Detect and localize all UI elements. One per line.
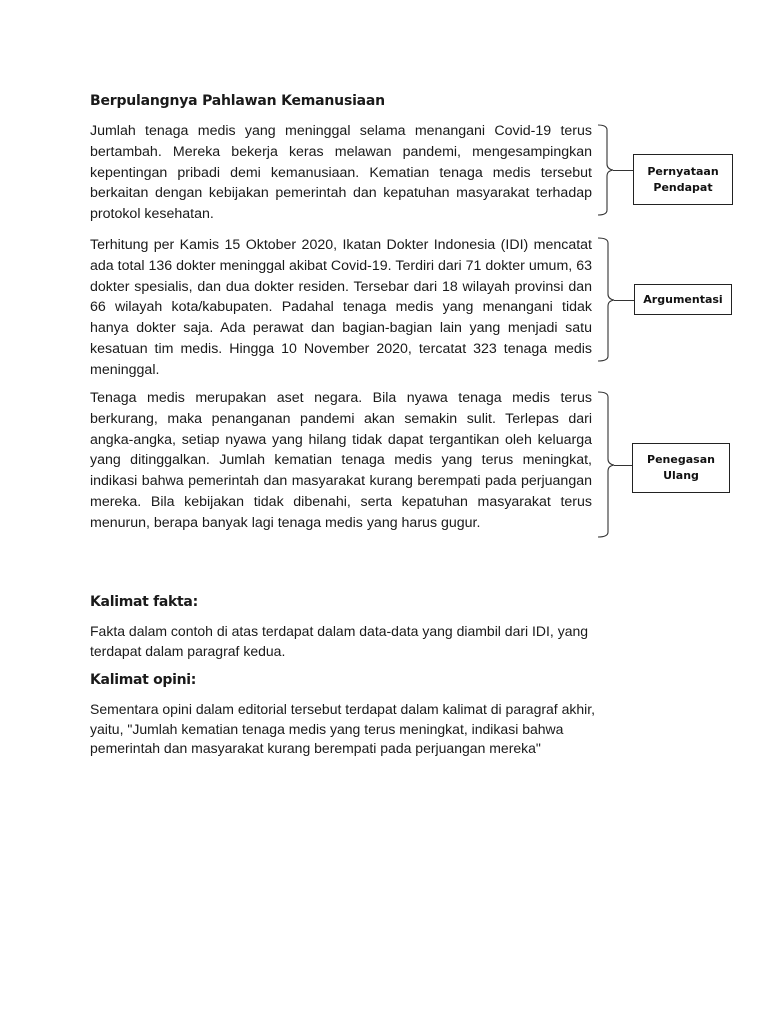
- connector-3: [614, 465, 632, 466]
- label-pernyataan-pendapat: Pernyataan Pendapat: [633, 154, 733, 205]
- paragraph-1: Jumlah tenaga medis yang meninggal selama menangani Covid-19 terus bertambah. Mereka bekerja keras melawan pandemi, mengesampingkan kepentingan pribadi demi kemanusiaan. Kematian tenaga medis tersebut berkaitan dengan kebijakan pemerintah dan kepatuhan masyarakat terhadap protokol kesehatan.: [90, 123, 592, 223]
- paragraph-2: Terhitung per Kamis 15 Oktober 2020, Ikatan Dokter Indonesia (IDI) mencatat ada total 136 dokter meninggal akibat Covid-19. Terdiri dari 71 dokter umum, 63 dokter spesialis, dan dua dokter residen. Tersebar dari 18 wilayah provinsi dan 66 wilayah kota/kabupaten. Padahal tenaga medis yang menangani tidak hanya dokter saja. Ada perawat dan bagian-bagian lain yang menjadi satu kesatuan tim medis. Hingga 10 November 2020, tercatat 323 tenaga medis meninggal.: [90, 237, 592, 378]
- kalimat-fakta-text: Fakta dalam contoh di atas terdapat dalam data-data yang diambil dari IDI, yang terdapat dalam paragraf kedua.: [90, 623, 589, 659]
- paragraph-3: Tenaga medis merupakan aset negara. Bila nyawa tenaga medis terus berkurang, maka penanganan pandemi akan semakin sulit. Terlepas dari angka-angka, setiap nyawa yang hilang tidak dapat tergantikan oleh keluarga yang ditinggalkan. Jumlah kematian tenaga medis yang terus meningkat, indikasi bahwa pemerintah dan masyarakat kurang berempati pada perjuangan mereka. Bila kebijakan tidak dibenahi, serta kepatuhan masyarakat terus menurun, berapa banyak lagi tenaga medis yang harus gugur.: [90, 390, 592, 531]
- kalimat-opini-heading: Kalimat opini:: [90, 672, 197, 688]
- connector-1: [613, 170, 633, 171]
- document-title: Berpulangnya Pahlawan Kemanusiaan: [90, 93, 385, 109]
- label-argumentasi: Argumentasi: [634, 284, 732, 315]
- kalimat-opini-text: Sementara opini dalam editorial tersebut terdapat dalam kalimat di paragraf akhir, yaitu, "Jumlah kematian tenaga medis yang terus meningkat, indikasi bahwa pemerintah dan masyarakat kurang berempati pada perjuangan mereka": [90, 701, 596, 756]
- label-penegasan-ulang: Penegasan Ulang: [632, 443, 730, 493]
- connector-2: [614, 300, 634, 301]
- kalimat-fakta-heading: Kalimat fakta:: [90, 594, 198, 610]
